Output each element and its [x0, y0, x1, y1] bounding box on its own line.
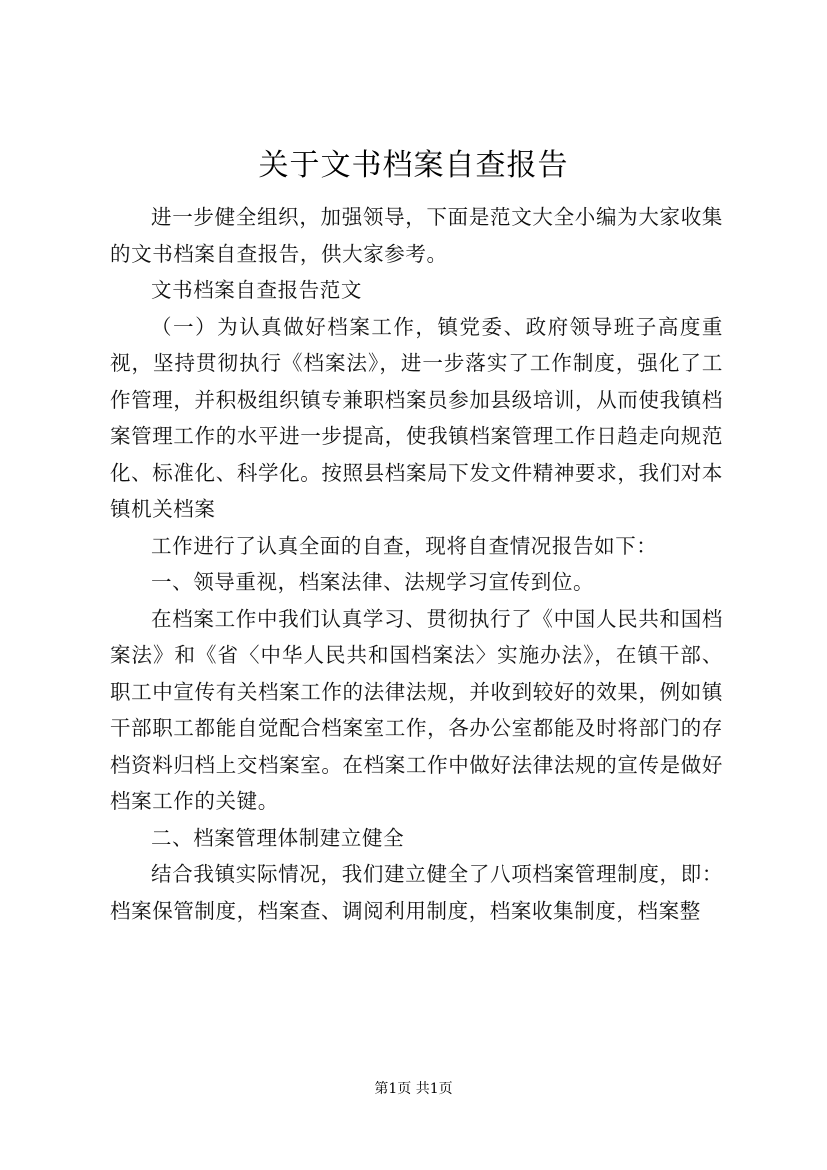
document-title: 关于文书档案自查报告	[258, 148, 569, 183]
heading-management-system: 二、档案管理体制建立健全	[151, 825, 405, 850]
paragraph-intro: 进一步健全组织，加强领导，下面是范文大全小编为大家收集的文书档案自查报告，供大家参考。	[110, 205, 723, 266]
paragraph-law-study: 在档案工作中我们认真学习、贯彻执行了《中国人民共和国档案法》和《省〈中华人民共和国档案法〉实施办法》，在镇干部、职工中宣传有关档案工作的法律法规，并收到较好的效果，例如镇干部职工都能自觉配合档案室工作，各办公室都能及时将部门的存档资料归档上交档案室。在档案工作中做好法律法规的宣传是做好档案工作的关键。	[110, 606, 723, 813]
document-body	[110, 199, 723, 929]
heading-leadership: 一、领导重视，档案法律、法规学习宣传到位。	[151, 570, 595, 594]
paragraph-management-rules: 结合我镇实际情况，我们建立健全了八项档案管理制度，即：档案保管制度，档案查、调阅利用制度，档案收集制度，档案整	[110, 862, 723, 923]
paragraph-section-1: （一）为认真做好档案工作，镇党委、政府领导班子高度重视，坚持贯彻执行《档案法》，进一步落实了工作制度，强化了工作管理，并积极组织镇专兼职档案员参加县级培训，从而使我镇档案管理工作的水平进一步提高，使我镇档案管理工作日趋走向规范化、标准化、科学化。按照县档案局下发文件精神要求，我们对本镇机关档案	[110, 314, 723, 521]
page-footer: 第1页 共1页	[374, 1081, 453, 1097]
paragraph-continuation: 工作进行了认真全面的自查，现将自查情况报告如下：	[151, 533, 658, 558]
paragraph-subtitle: 文书档案自查报告范文	[151, 278, 362, 302]
